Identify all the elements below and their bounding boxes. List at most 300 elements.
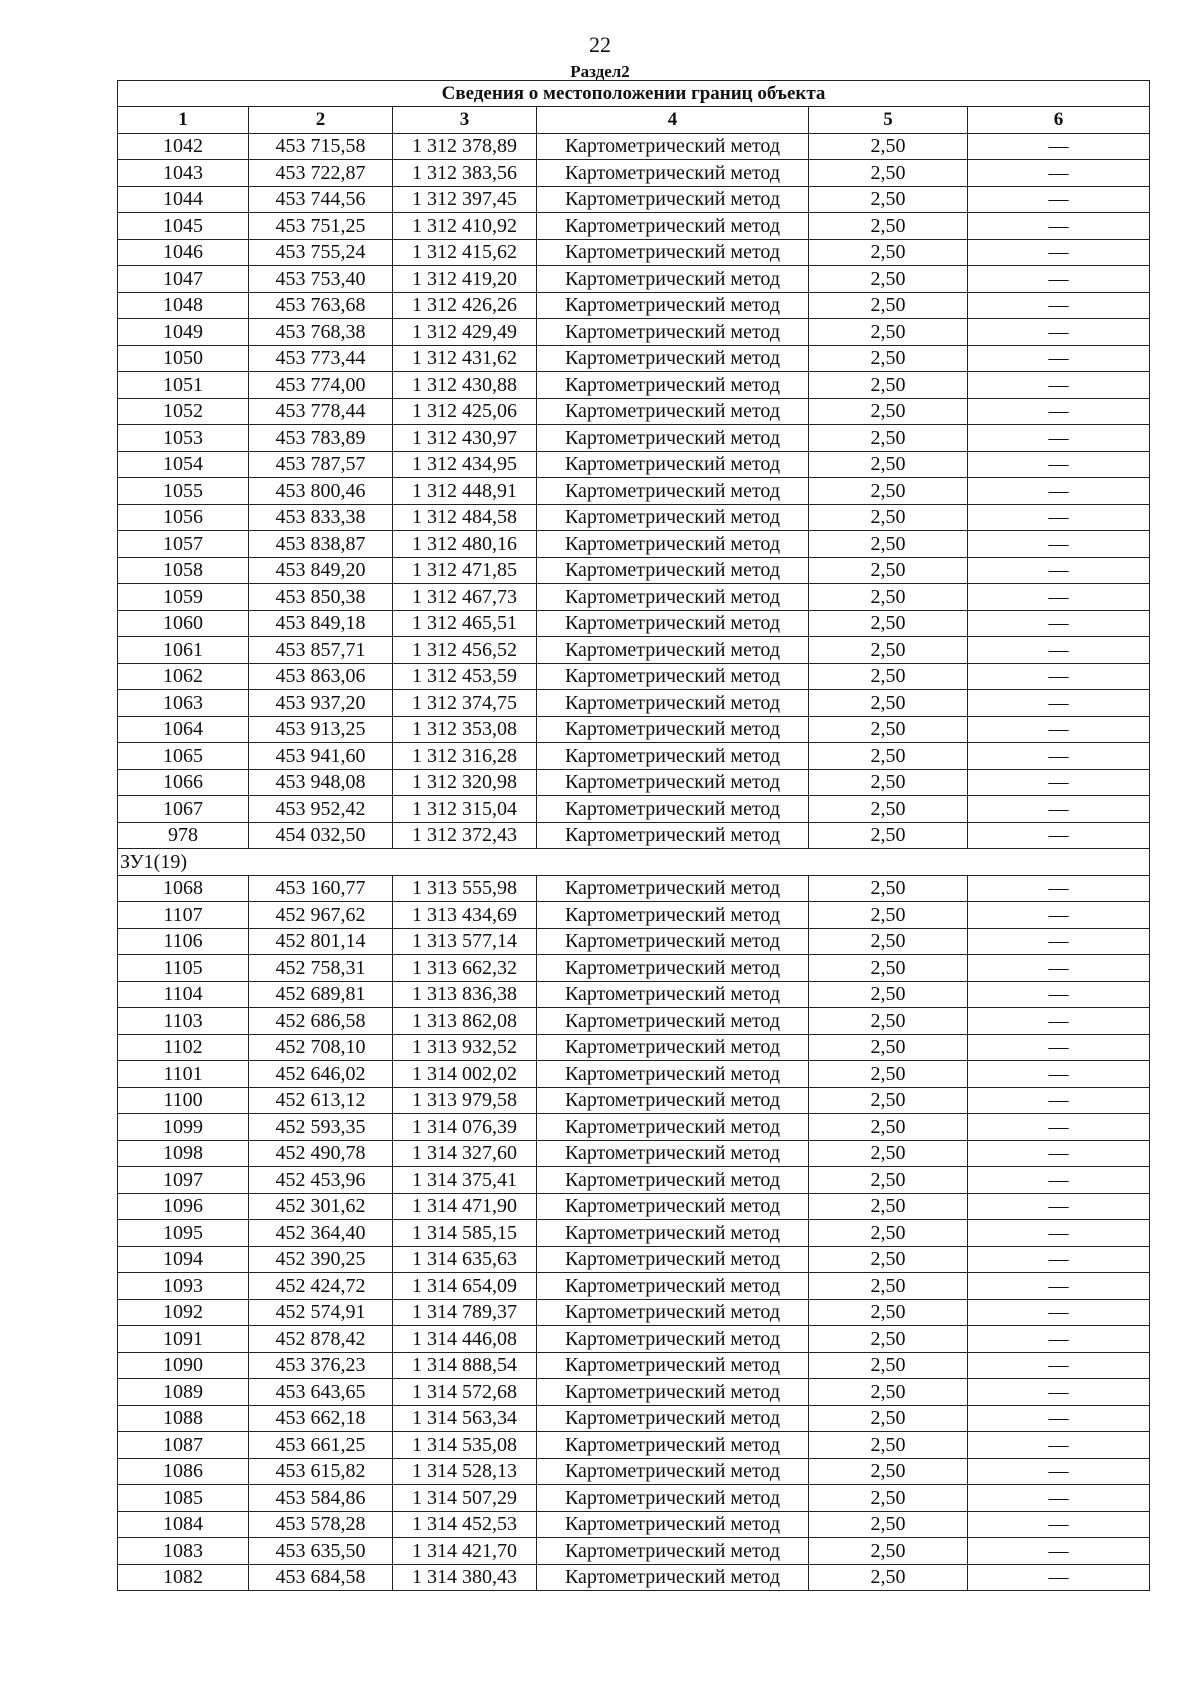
- x-coordinate-cell: 453 755,24: [249, 239, 393, 266]
- y-coordinate-cell: 1 314 654,09: [393, 1273, 537, 1300]
- table-row: [118, 1140, 1150, 1167]
- description-cell: —: [968, 1379, 1150, 1406]
- description-cell: —: [968, 1273, 1150, 1300]
- point-number-cell: 1068: [118, 875, 249, 902]
- y-coordinate-cell: 1 314 446,08: [393, 1326, 537, 1353]
- table-row: [118, 345, 1150, 372]
- x-coordinate-cell: 453 833,38: [249, 504, 393, 531]
- point-number-cell: 1088: [118, 1405, 249, 1432]
- x-coordinate-cell: 453 838,87: [249, 531, 393, 558]
- table-row: [118, 478, 1150, 505]
- description-cell: —: [968, 902, 1150, 929]
- y-coordinate-cell: 1 312 374,75: [393, 690, 537, 717]
- description-cell: —: [968, 133, 1150, 160]
- y-coordinate-cell: 1 312 467,73: [393, 584, 537, 611]
- x-coordinate-cell: 453 635,50: [249, 1538, 393, 1565]
- description-cell: —: [968, 1140, 1150, 1167]
- point-number-cell: 1063: [118, 690, 249, 717]
- method-cell: Картометрический метод: [537, 213, 809, 240]
- method-cell: Картометрический метод: [537, 1511, 809, 1538]
- description-cell: —: [968, 1485, 1150, 1512]
- accuracy-cell: 2,50: [809, 372, 968, 399]
- x-coordinate-cell: 453 941,60: [249, 743, 393, 770]
- method-cell: Картометрический метод: [537, 610, 809, 637]
- accuracy-cell: 2,50: [809, 1352, 968, 1379]
- description-cell: —: [968, 1538, 1150, 1565]
- description-cell: —: [968, 610, 1150, 637]
- table-row: [118, 902, 1150, 929]
- table-row: [118, 1008, 1150, 1035]
- description-cell: —: [968, 1087, 1150, 1114]
- method-cell: Картометрический метод: [537, 769, 809, 796]
- accuracy-cell: 2,50: [809, 1114, 968, 1141]
- x-coordinate-cell: 453 800,46: [249, 478, 393, 505]
- y-coordinate-cell: 1 313 862,08: [393, 1008, 537, 1035]
- y-coordinate-cell: 1 314 452,53: [393, 1511, 537, 1538]
- boundary-coordinates-table: [117, 80, 1150, 1591]
- x-coordinate-cell: 453 863,06: [249, 663, 393, 690]
- y-coordinate-cell: 1 312 397,45: [393, 186, 537, 213]
- table-row: [118, 1458, 1150, 1485]
- x-coordinate-cell: 453 849,20: [249, 557, 393, 584]
- description-cell: —: [968, 690, 1150, 717]
- y-coordinate-cell: 1 313 932,52: [393, 1034, 537, 1061]
- table-row: [118, 160, 1150, 187]
- y-coordinate-cell: 1 312 484,58: [393, 504, 537, 531]
- description-cell: —: [968, 1564, 1150, 1591]
- description-cell: —: [968, 1299, 1150, 1326]
- point-number-cell: 1044: [118, 186, 249, 213]
- method-cell: Картометрический метод: [537, 292, 809, 319]
- point-number-cell: 1046: [118, 239, 249, 266]
- table-row: [118, 186, 1150, 213]
- table-row: [118, 372, 1150, 399]
- method-cell: Картометрический метод: [537, 372, 809, 399]
- method-cell: Картометрический метод: [537, 319, 809, 346]
- x-coordinate-cell: 453 763,68: [249, 292, 393, 319]
- table-row: [118, 451, 1150, 478]
- description-cell: —: [968, 1114, 1150, 1141]
- accuracy-cell: 2,50: [809, 266, 968, 293]
- y-coordinate-cell: 1 312 430,97: [393, 425, 537, 452]
- table-row: [118, 266, 1150, 293]
- table-row: [118, 1538, 1150, 1565]
- y-coordinate-cell: 1 314 635,63: [393, 1246, 537, 1273]
- point-number-cell: 1049: [118, 319, 249, 346]
- table-row: [118, 1061, 1150, 1088]
- column-number: 3: [393, 107, 537, 134]
- x-coordinate-cell: 453 662,18: [249, 1405, 393, 1432]
- accuracy-cell: 2,50: [809, 1379, 968, 1406]
- method-cell: Картометрический метод: [537, 1273, 809, 1300]
- description-cell: —: [968, 1511, 1150, 1538]
- x-coordinate-cell: 452 424,72: [249, 1273, 393, 1300]
- accuracy-cell: 2,50: [809, 1220, 968, 1247]
- method-cell: Картометрический метод: [537, 1008, 809, 1035]
- accuracy-cell: 2,50: [809, 1538, 968, 1565]
- point-number-cell: 978: [118, 822, 249, 849]
- accuracy-cell: 2,50: [809, 239, 968, 266]
- method-cell: Картометрический метод: [537, 133, 809, 160]
- table-row: [118, 637, 1150, 664]
- method-cell: Картометрический метод: [537, 1114, 809, 1141]
- group-label: ЗУ1(19): [118, 849, 1150, 876]
- x-coordinate-cell: 452 613,12: [249, 1087, 393, 1114]
- y-coordinate-cell: 1 314 535,08: [393, 1432, 537, 1459]
- accuracy-cell: 2,50: [809, 716, 968, 743]
- accuracy-cell: 2,50: [809, 822, 968, 849]
- method-cell: Картометрический метод: [537, 345, 809, 372]
- table-caption: Сведения о местоположении границ объекта: [118, 81, 1150, 107]
- point-number-cell: 1105: [118, 955, 249, 982]
- accuracy-cell: 2,50: [809, 504, 968, 531]
- y-coordinate-cell: 1 312 410,92: [393, 213, 537, 240]
- description-cell: —: [968, 955, 1150, 982]
- method-cell: Картометрический метод: [537, 663, 809, 690]
- method-cell: Картометрический метод: [537, 1564, 809, 1591]
- accuracy-cell: 2,50: [809, 1167, 968, 1194]
- method-cell: Картометрический метод: [537, 1432, 809, 1459]
- x-coordinate-cell: 453 952,42: [249, 796, 393, 823]
- table-row: [118, 1485, 1150, 1512]
- accuracy-cell: 2,50: [809, 319, 968, 346]
- description-cell: —: [968, 663, 1150, 690]
- point-number-cell: 1045: [118, 213, 249, 240]
- x-coordinate-cell: 454 032,50: [249, 822, 393, 849]
- table-row: [118, 769, 1150, 796]
- x-coordinate-cell: 452 390,25: [249, 1246, 393, 1273]
- accuracy-cell: 2,50: [809, 1008, 968, 1035]
- y-coordinate-cell: 1 312 431,62: [393, 345, 537, 372]
- description-cell: —: [968, 1405, 1150, 1432]
- method-cell: Картометрический метод: [537, 981, 809, 1008]
- x-coordinate-cell: 453 783,89: [249, 425, 393, 452]
- x-coordinate-cell: 453 849,18: [249, 610, 393, 637]
- description-cell: —: [968, 478, 1150, 505]
- x-coordinate-cell: 453 778,44: [249, 398, 393, 425]
- method-cell: Картометрический метод: [537, 1352, 809, 1379]
- table-row: [118, 1299, 1150, 1326]
- description-cell: —: [968, 1061, 1150, 1088]
- table-row: [118, 796, 1150, 823]
- method-cell: Картометрический метод: [537, 928, 809, 955]
- x-coordinate-cell: 452 574,91: [249, 1299, 393, 1326]
- method-cell: Картометрический метод: [537, 955, 809, 982]
- point-number-cell: 1087: [118, 1432, 249, 1459]
- method-cell: Картометрический метод: [537, 1034, 809, 1061]
- point-number-cell: 1085: [118, 1485, 249, 1512]
- point-number-cell: 1082: [118, 1564, 249, 1591]
- accuracy-cell: 2,50: [809, 160, 968, 187]
- x-coordinate-cell: 453 787,57: [249, 451, 393, 478]
- description-cell: —: [968, 292, 1150, 319]
- table-row: [118, 1273, 1150, 1300]
- point-number-cell: 1101: [118, 1061, 249, 1088]
- table-row: [118, 1087, 1150, 1114]
- table-row: [118, 690, 1150, 717]
- table-row: [118, 239, 1150, 266]
- method-cell: Картометрический метод: [537, 531, 809, 558]
- accuracy-cell: 2,50: [809, 133, 968, 160]
- accuracy-cell: 2,50: [809, 425, 968, 452]
- point-number-cell: 1106: [118, 928, 249, 955]
- point-number-cell: 1055: [118, 478, 249, 505]
- method-cell: Картометрический метод: [537, 186, 809, 213]
- accuracy-cell: 2,50: [809, 398, 968, 425]
- y-coordinate-cell: 1 313 979,58: [393, 1087, 537, 1114]
- y-coordinate-cell: 1 312 434,95: [393, 451, 537, 478]
- table-row: [118, 875, 1150, 902]
- accuracy-cell: 2,50: [809, 902, 968, 929]
- accuracy-cell: 2,50: [809, 1061, 968, 1088]
- description-cell: —: [968, 1352, 1150, 1379]
- point-number-cell: 1056: [118, 504, 249, 531]
- y-coordinate-cell: 1 312 353,08: [393, 716, 537, 743]
- accuracy-cell: 2,50: [809, 557, 968, 584]
- x-coordinate-cell: 453 768,38: [249, 319, 393, 346]
- column-number: 2: [249, 107, 393, 134]
- y-coordinate-cell: 1 312 316,28: [393, 743, 537, 770]
- description-cell: —: [968, 743, 1150, 770]
- description-cell: —: [968, 319, 1150, 346]
- x-coordinate-cell: 453 615,82: [249, 1458, 393, 1485]
- description-cell: —: [968, 1458, 1150, 1485]
- table-row: [118, 981, 1150, 1008]
- point-number-cell: 1062: [118, 663, 249, 690]
- method-cell: Картометрический метод: [537, 160, 809, 187]
- point-number-cell: 1061: [118, 637, 249, 664]
- description-cell: —: [968, 928, 1150, 955]
- description-cell: —: [968, 1008, 1150, 1035]
- x-coordinate-cell: 453 850,38: [249, 584, 393, 611]
- table-row: [118, 928, 1150, 955]
- description-cell: —: [968, 1220, 1150, 1247]
- table-row: [118, 663, 1150, 690]
- x-coordinate-cell: 453 857,71: [249, 637, 393, 664]
- accuracy-cell: 2,50: [809, 981, 968, 1008]
- table-row: [118, 1114, 1150, 1141]
- y-coordinate-cell: 1 314 421,70: [393, 1538, 537, 1565]
- accuracy-cell: 2,50: [809, 1432, 968, 1459]
- point-number-cell: 1057: [118, 531, 249, 558]
- accuracy-cell: 2,50: [809, 637, 968, 664]
- point-number-cell: 1048: [118, 292, 249, 319]
- y-coordinate-cell: 1 312 372,43: [393, 822, 537, 849]
- y-coordinate-cell: 1 314 471,90: [393, 1193, 537, 1220]
- x-coordinate-cell: 453 773,44: [249, 345, 393, 372]
- description-cell: —: [968, 372, 1150, 399]
- table-row: [118, 610, 1150, 637]
- method-cell: Картометрический метод: [537, 1061, 809, 1088]
- table-row: [118, 1034, 1150, 1061]
- point-number-cell: 1050: [118, 345, 249, 372]
- table-row: [118, 1193, 1150, 1220]
- y-coordinate-cell: 1 314 507,29: [393, 1485, 537, 1512]
- method-cell: Картометрический метод: [537, 716, 809, 743]
- accuracy-cell: 2,50: [809, 213, 968, 240]
- method-cell: Картометрический метод: [537, 425, 809, 452]
- column-number-row: [118, 107, 1150, 134]
- x-coordinate-cell: 452 689,81: [249, 981, 393, 1008]
- point-number-cell: 1092: [118, 1299, 249, 1326]
- method-cell: Картометрический метод: [537, 1485, 809, 1512]
- column-number: 1: [118, 107, 249, 134]
- accuracy-cell: 2,50: [809, 1034, 968, 1061]
- x-coordinate-cell: 452 758,31: [249, 955, 393, 982]
- x-coordinate-cell: 452 364,40: [249, 1220, 393, 1247]
- accuracy-cell: 2,50: [809, 1458, 968, 1485]
- y-coordinate-cell: 1 314 327,60: [393, 1140, 537, 1167]
- y-coordinate-cell: 1 312 419,20: [393, 266, 537, 293]
- description-cell: —: [968, 584, 1150, 611]
- point-number-cell: 1096: [118, 1193, 249, 1220]
- accuracy-cell: 2,50: [809, 292, 968, 319]
- description-cell: —: [968, 822, 1150, 849]
- table-row: [118, 531, 1150, 558]
- method-cell: Картометрический метод: [537, 690, 809, 717]
- y-coordinate-cell: 1 312 425,06: [393, 398, 537, 425]
- description-cell: —: [968, 425, 1150, 452]
- y-coordinate-cell: 1 314 888,54: [393, 1352, 537, 1379]
- accuracy-cell: 2,50: [809, 1087, 968, 1114]
- x-coordinate-cell: 452 878,42: [249, 1326, 393, 1353]
- point-number-cell: 1094: [118, 1246, 249, 1273]
- y-coordinate-cell: 1 314 380,43: [393, 1564, 537, 1591]
- description-cell: —: [968, 160, 1150, 187]
- description-cell: —: [968, 239, 1150, 266]
- y-coordinate-cell: 1 312 383,56: [393, 160, 537, 187]
- point-number-cell: 1095: [118, 1220, 249, 1247]
- accuracy-cell: 2,50: [809, 1246, 968, 1273]
- description-cell: —: [968, 716, 1150, 743]
- x-coordinate-cell: 453 751,25: [249, 213, 393, 240]
- y-coordinate-cell: 1 314 528,13: [393, 1458, 537, 1485]
- x-coordinate-cell: 453 160,77: [249, 875, 393, 902]
- accuracy-cell: 2,50: [809, 451, 968, 478]
- accuracy-cell: 2,50: [809, 345, 968, 372]
- y-coordinate-cell: 1 314 563,34: [393, 1405, 537, 1432]
- accuracy-cell: 2,50: [809, 796, 968, 823]
- point-number-cell: 1104: [118, 981, 249, 1008]
- table-row: [118, 1246, 1150, 1273]
- x-coordinate-cell: 452 646,02: [249, 1061, 393, 1088]
- point-number-cell: 1067: [118, 796, 249, 823]
- x-coordinate-cell: 453 376,23: [249, 1352, 393, 1379]
- point-number-cell: 1086: [118, 1458, 249, 1485]
- y-coordinate-cell: 1 314 585,15: [393, 1220, 537, 1247]
- table-row: [118, 743, 1150, 770]
- y-coordinate-cell: 1 312 315,04: [393, 796, 537, 823]
- group-row: [118, 849, 1150, 876]
- description-cell: —: [968, 557, 1150, 584]
- point-number-cell: 1051: [118, 372, 249, 399]
- accuracy-cell: 2,50: [809, 1140, 968, 1167]
- table-row: [118, 1220, 1150, 1247]
- description-cell: —: [968, 531, 1150, 558]
- method-cell: Картометрический метод: [537, 1246, 809, 1273]
- description-cell: —: [968, 1432, 1150, 1459]
- section-title: Раздел2: [570, 62, 630, 81]
- table-row: [118, 557, 1150, 584]
- y-coordinate-cell: 1 313 836,38: [393, 981, 537, 1008]
- method-cell: Картометрический метод: [537, 504, 809, 531]
- x-coordinate-cell: 453 584,86: [249, 1485, 393, 1512]
- method-cell: Картометрический метод: [537, 1220, 809, 1247]
- y-coordinate-cell: 1 312 415,62: [393, 239, 537, 266]
- table-row: [118, 822, 1150, 849]
- y-coordinate-cell: 1 314 002,02: [393, 1061, 537, 1088]
- description-cell: —: [968, 213, 1150, 240]
- point-number-cell: 1083: [118, 1538, 249, 1565]
- table-body: [118, 133, 1150, 1591]
- point-number-cell: 1060: [118, 610, 249, 637]
- y-coordinate-cell: 1 312 480,16: [393, 531, 537, 558]
- accuracy-cell: 2,50: [809, 610, 968, 637]
- point-number-cell: 1090: [118, 1352, 249, 1379]
- method-cell: Картометрический метод: [537, 1167, 809, 1194]
- x-coordinate-cell: 453 937,20: [249, 690, 393, 717]
- method-cell: Картометрический метод: [537, 875, 809, 902]
- column-number: 5: [809, 107, 968, 134]
- description-cell: —: [968, 398, 1150, 425]
- point-number-cell: 1107: [118, 902, 249, 929]
- x-coordinate-cell: 453 715,58: [249, 133, 393, 160]
- table-row: [118, 1326, 1150, 1353]
- column-number: 6: [968, 107, 1150, 134]
- x-coordinate-cell: 453 948,08: [249, 769, 393, 796]
- table-row: [118, 1167, 1150, 1194]
- description-cell: —: [968, 875, 1150, 902]
- x-coordinate-cell: 452 490,78: [249, 1140, 393, 1167]
- point-number-cell: 1084: [118, 1511, 249, 1538]
- table-row: [118, 1564, 1150, 1591]
- description-cell: —: [968, 796, 1150, 823]
- method-cell: Картометрический метод: [537, 398, 809, 425]
- point-number-cell: 1103: [118, 1008, 249, 1035]
- method-cell: Картометрический метод: [537, 822, 809, 849]
- description-cell: —: [968, 1326, 1150, 1353]
- table-row: [118, 716, 1150, 743]
- point-number-cell: 1043: [118, 160, 249, 187]
- accuracy-cell: 2,50: [809, 1564, 968, 1591]
- method-cell: Картометрический метод: [537, 1379, 809, 1406]
- table-row: [118, 398, 1150, 425]
- x-coordinate-cell: 453 643,65: [249, 1379, 393, 1406]
- accuracy-cell: 2,50: [809, 1299, 968, 1326]
- y-coordinate-cell: 1 314 789,37: [393, 1299, 537, 1326]
- x-coordinate-cell: 452 593,35: [249, 1114, 393, 1141]
- table-row: [118, 584, 1150, 611]
- x-coordinate-cell: 452 801,14: [249, 928, 393, 955]
- x-coordinate-cell: 453 913,25: [249, 716, 393, 743]
- point-number-cell: 1100: [118, 1087, 249, 1114]
- point-number-cell: 1042: [118, 133, 249, 160]
- accuracy-cell: 2,50: [809, 955, 968, 982]
- method-cell: Картометрический метод: [537, 557, 809, 584]
- table-row: [118, 213, 1150, 240]
- table-row: [118, 1352, 1150, 1379]
- x-coordinate-cell: 452 301,62: [249, 1193, 393, 1220]
- y-coordinate-cell: 1 312 456,52: [393, 637, 537, 664]
- table-row: [118, 1511, 1150, 1538]
- table-row: [118, 955, 1150, 982]
- description-cell: —: [968, 266, 1150, 293]
- description-cell: —: [968, 1167, 1150, 1194]
- accuracy-cell: 2,50: [809, 584, 968, 611]
- point-number-cell: 1091: [118, 1326, 249, 1353]
- point-number-cell: 1097: [118, 1167, 249, 1194]
- point-number-cell: 1089: [118, 1379, 249, 1406]
